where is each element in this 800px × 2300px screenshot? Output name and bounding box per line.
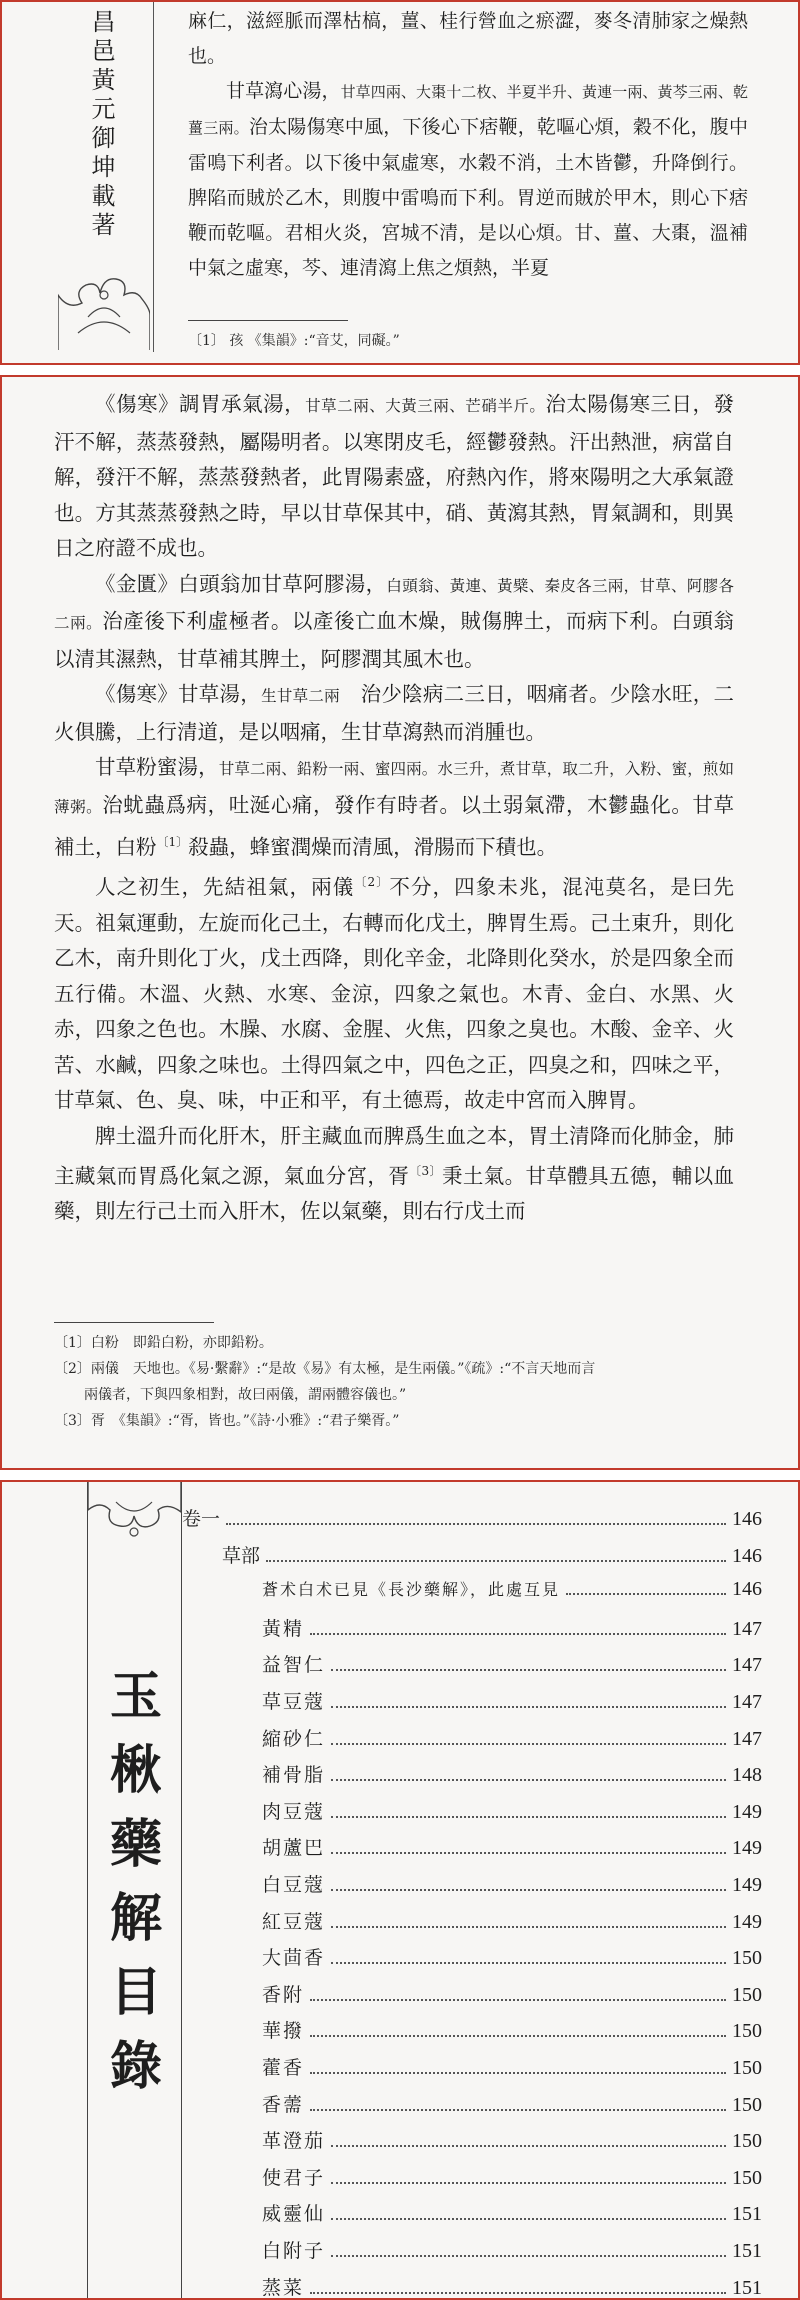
toc-page-number: 150 bbox=[732, 2057, 762, 2079]
toc-title: 玉楸藥解目錄 bbox=[109, 1666, 162, 2097]
toc-entry-label: 白附子 bbox=[262, 2240, 326, 2262]
footnote-ref: 〔1〕 bbox=[156, 835, 189, 849]
toc-leader-dots bbox=[331, 1852, 726, 1854]
toc-page-number: 147 bbox=[732, 1727, 762, 1750]
text-run: 脾土溫升而化肝木，肝主藏血而脾爲生血之本，胃土清降而化肺金，肺主藏氣而胃爲化氣之源，氣血分宮，胥 bbox=[54, 1123, 734, 1188]
recipe-note: 生甘草二兩 bbox=[261, 687, 340, 705]
toc-leader-dots bbox=[331, 1962, 726, 1964]
toc-entry[interactable] bbox=[262, 1614, 762, 1650]
text-run: 甘草粉蜜湯， bbox=[95, 755, 219, 779]
toc-page-number: 150 bbox=[732, 2020, 762, 2043]
toc-leader-dots bbox=[331, 1816, 726, 1818]
side-strip bbox=[54, 0, 154, 352]
toc-entry-label: 卷一 bbox=[182, 1508, 221, 1530]
toc-entry[interactable] bbox=[262, 1870, 762, 1906]
toc-leader-dots bbox=[331, 1926, 726, 1928]
cloud-ornament-icon bbox=[58, 255, 150, 350]
footnote: 〔1〕白粉 即鉛白粉，亦即鉛粉。 bbox=[54, 1335, 273, 1351]
toc-entry-label: 使君子 bbox=[262, 2166, 326, 2189]
text-run: 治少陰病二三日，咽痛者。少陰水旺，二火俱騰，上行清道，是以咽痛，生甘草瀉熱而消腫也。 bbox=[54, 682, 734, 744]
toc-entry-label: 草豆蔻 bbox=[262, 1691, 326, 1713]
toc-page-number: 149 bbox=[732, 1874, 762, 1896]
toc-entry-label: 草部 bbox=[222, 1544, 261, 1567]
body-text bbox=[54, 387, 734, 1230]
toc-entry[interactable] bbox=[262, 1833, 762, 1869]
footnotes bbox=[54, 1332, 744, 1436]
toc-entry-label: 益智仁 bbox=[262, 1654, 326, 1677]
toc-entry-label: 補骨脂 bbox=[262, 1764, 326, 1787]
toc-page-number: 148 bbox=[732, 1764, 762, 1787]
toc-entry-label: 大茴香 bbox=[262, 1947, 326, 1970]
paragraph bbox=[54, 387, 734, 567]
toc-entry-label: 香薷 bbox=[262, 2093, 305, 2116]
toc-entry[interactable] bbox=[222, 1541, 762, 1577]
toc-leader-dots bbox=[310, 1999, 726, 2001]
paragraph bbox=[54, 750, 734, 865]
toc-entry-label: 威靈仙 bbox=[262, 2203, 326, 2226]
toc-entry-label: 胡蘆巴 bbox=[262, 1837, 326, 1860]
toc-page-number: 147 bbox=[732, 1654, 762, 1677]
text-run: 《傷寒》調胃承氣湯， bbox=[95, 392, 306, 416]
toc-entry[interactable] bbox=[262, 1980, 762, 2016]
text-run: 《金匱》白頭翁加甘草阿膠湯， bbox=[95, 571, 387, 596]
toc-entry[interactable] bbox=[262, 2273, 762, 2300]
toc-leader-dots bbox=[566, 1593, 726, 1595]
toc-leader-dots bbox=[310, 2072, 726, 2074]
page-panel-2 bbox=[0, 375, 800, 1470]
toc-entry-label: 藿香 bbox=[262, 2057, 305, 2079]
toc-entry[interactable] bbox=[262, 1760, 762, 1796]
cloud-ornament-icon bbox=[88, 1480, 181, 1560]
toc-page-number: 147 bbox=[732, 1617, 762, 1640]
toc-leader-dots bbox=[331, 2218, 726, 2220]
toc-entry-label: 黃精 bbox=[262, 1617, 305, 1640]
toc-entry[interactable] bbox=[262, 2236, 762, 2272]
recipe-note: 白頭翁、黃連、黃檗、秦皮各三兩，甘草、阿膠各二兩。 bbox=[54, 576, 734, 632]
toc-entry[interactable] bbox=[262, 2053, 762, 2089]
author-credit: 昌邑黃元御坤載著 bbox=[91, 8, 117, 239]
toc-page-number: 150 bbox=[732, 2166, 762, 2189]
toc-page-number: 146 bbox=[732, 1544, 762, 1567]
body-text bbox=[188, 4, 748, 286]
toc-leader-dots bbox=[331, 2182, 726, 2184]
toc-leader-dots bbox=[226, 1523, 726, 1525]
text-run: 秉土氣。甘草體具五德，輔以血藥，則左行己土而入肝木，佐以氣藥，則右行戊土而 bbox=[54, 1163, 735, 1224]
text-run: 人之初生，先結祖氣，兩儀 bbox=[95, 875, 355, 900]
text-run: 殺蟲，蜂蜜潤燥而清風，滑腸而下積也。 bbox=[188, 834, 558, 859]
toc-entry[interactable] bbox=[262, 1797, 762, 1833]
toc-entry-label: 白豆蔻 bbox=[262, 1874, 326, 1896]
toc-entry[interactable] bbox=[262, 1907, 762, 1943]
toc-leader-dots bbox=[310, 1633, 726, 1635]
footnote-divider bbox=[54, 1322, 214, 1323]
toc-entry[interactable] bbox=[262, 2199, 762, 2235]
paragraph bbox=[54, 677, 734, 750]
footnote: 兩儀者，下與四象相對，故曰兩儀，謂兩體容儀也。” bbox=[84, 1387, 407, 1403]
toc-leader-dots bbox=[310, 2109, 726, 2111]
toc-entry-label: 華撥 bbox=[262, 2020, 305, 2043]
toc-page-number: 149 bbox=[732, 1910, 762, 1933]
toc-page-number: 151 bbox=[732, 2203, 762, 2226]
recipe-note: 甘草二兩、鉛粉一兩、蜜四兩。水三升，煮甘草，取二升，入粉、蜜，煎如薄粥。 bbox=[54, 760, 734, 816]
toc-page-number: 151 bbox=[732, 2240, 762, 2262]
text-run: 《傷寒》甘草湯， bbox=[95, 682, 262, 706]
toc-entry-label: 紅豆蔻 bbox=[262, 1910, 326, 1933]
toc-leader-dots bbox=[310, 2292, 726, 2294]
toc-entry[interactable] bbox=[262, 1724, 762, 1760]
text-run: 治產後下利虛極者。以產後亡血木燥，賊傷脾土，而病下利。白頭翁以清其濕熱，甘草補其脾土，阿膠潤其風木也。 bbox=[54, 609, 734, 671]
toc-page-number: 151 bbox=[732, 2276, 762, 2299]
toc-leader-dots bbox=[331, 2145, 726, 2147]
text-line: 麻仁，滋經脈而澤枯槁，薑、桂行營血之瘀澀，麥冬清肺家之燥熱也。 bbox=[188, 10, 748, 67]
toc-side-strip bbox=[87, 1480, 182, 2300]
toc-entry[interactable] bbox=[262, 2126, 762, 2162]
toc-leader-dots bbox=[331, 1706, 726, 1708]
footnote-ref: 〔3〕 bbox=[409, 1164, 442, 1179]
paragraph bbox=[54, 865, 734, 1118]
text-run: 治蚘蟲爲病，吐涎心痛，發作有時者。以土弱氣滯，木鬱蟲化。甘草補土，白粉 bbox=[54, 792, 734, 859]
paragraph bbox=[54, 1119, 734, 1230]
toc-leader-dots bbox=[331, 1743, 726, 1745]
toc-entry-label: 肉豆蔻 bbox=[262, 1800, 326, 1823]
recipe-note: 甘草四兩、大棗十二枚、半夏半升、黃連一兩、黃芩三兩、乾薑三兩。 bbox=[188, 83, 748, 137]
footnote-divider bbox=[188, 320, 348, 321]
toc-page-number: 150 bbox=[732, 1983, 762, 2006]
toc-entry[interactable] bbox=[262, 2016, 762, 2052]
toc-leader-dots bbox=[331, 2255, 726, 2257]
toc-page-number: 146 bbox=[732, 1508, 762, 1530]
toc-entry[interactable] bbox=[262, 1577, 762, 1613]
toc-leader-dots bbox=[310, 2035, 726, 2037]
toc-page-number: 149 bbox=[732, 1837, 762, 1860]
text-run: 甘草瀉心湯， bbox=[226, 80, 341, 102]
text-run: 不分，四象未兆，混沌莫名，是曰先天。祖氣運動，左旋而化己土，右轉而化戊土，脾胃生焉。己土東升，則化乙木，南升則化丁火，戊土西降，則化辛金，北降則化癸水，於是四象全而五行備。木溫、火熱、水寒、金涼，四象之氣也。木青、金白、水黑、火赤，四象之色也。木臊、水腐、金腥、火焦，四象之臭也。木酸、金辛、火苦、水鹹，四象之味也。土得四氣之中，四色之正，四臭之和，四味之平，甘草氣、色、臭、味，中正和平，有土德焉，故走中宮而入脾胃。 bbox=[54, 875, 735, 1113]
footnote-ref: 〔2〕 bbox=[354, 875, 390, 890]
toc-leader-dots bbox=[331, 1779, 726, 1781]
toc-entry[interactable] bbox=[182, 1504, 762, 1540]
page-panel-3 bbox=[0, 1480, 800, 2300]
toc-entry-label: 革澄茄 bbox=[262, 2130, 326, 2153]
toc-page-number: 150 bbox=[732, 2093, 762, 2116]
toc-entry-label: 香附 bbox=[262, 1983, 305, 2006]
toc-entry[interactable] bbox=[262, 1687, 762, 1723]
text-run: 治太陽傷寒中風，下後心下痞鞭，乾嘔心煩，穀不化，腹中雷鳴下利者。以下後中氣虛寒，水穀不消，土木皆鬱，升降倒行。脾陷而賊於乙木，則腹中雷鳴而下利。胃逆而賊於甲木，則心下痞鞭而乾嘔。君相火炎，宮城不清，是以心煩。甘、薑、大棗，溫補中氣之虛寒，芩、連清瀉上焦之煩熱，半夏 bbox=[188, 116, 748, 279]
toc-page-number: 150 bbox=[732, 1947, 762, 1970]
toc-page-number: 146 bbox=[732, 1578, 762, 1601]
toc-entry[interactable] bbox=[262, 1650, 762, 1686]
paragraph bbox=[188, 74, 748, 286]
toc-entry[interactable] bbox=[262, 2090, 762, 2126]
toc-page-number: 150 bbox=[732, 2130, 762, 2153]
footnote: 〔1〕 孩 《集韻》:“音艾，同礙。” bbox=[188, 333, 400, 349]
footnote: 〔2〕兩儀 天地也。《易·繫辭》:“是故《易》有太極，是生兩儀。”《疏》:“不言天地而言 bbox=[54, 1361, 596, 1377]
toc-entry[interactable] bbox=[262, 1943, 762, 1979]
toc-entry-label: 縮砂仁 bbox=[262, 1727, 326, 1750]
toc-page-number: 147 bbox=[732, 1691, 762, 1713]
footnote: 〔3〕胥 《集韻》:“胥，皆也。”《詩·小雅》:“君子樂胥。” bbox=[54, 1413, 400, 1429]
recipe-note: 甘草二兩、大黃三兩、芒硝半斤。 bbox=[305, 397, 546, 415]
text-run: 治太陽傷寒三日，發汗不解，蒸蒸發熱，屬陽明者。以寒閉皮毛，經鬱發熱。汗出熱泄，病當自解，發汗不解，蒸蒸發熱者，此胃陽素盛，府熱內作，將來陽明之大承氣證也。方其蒸蒸發熱之時，早以甘草保其中，硝、黃瀉其熱，胃氣調和，則異日之府證不成也。 bbox=[54, 392, 735, 560]
toc-leader-dots bbox=[266, 1560, 726, 1562]
toc-page-number: 149 bbox=[732, 1800, 762, 1823]
toc-entry-label: 蒸菜 bbox=[262, 2276, 305, 2299]
toc-entry-label: 蒼术白术已見《長沙藥解》，此處互見 bbox=[262, 1580, 561, 1600]
toc-leader-dots bbox=[331, 1669, 726, 1671]
toc-entry[interactable] bbox=[262, 2163, 762, 2199]
paragraph bbox=[54, 567, 734, 678]
page-panel-1 bbox=[0, 0, 800, 365]
toc-leader-dots bbox=[331, 1889, 726, 1891]
